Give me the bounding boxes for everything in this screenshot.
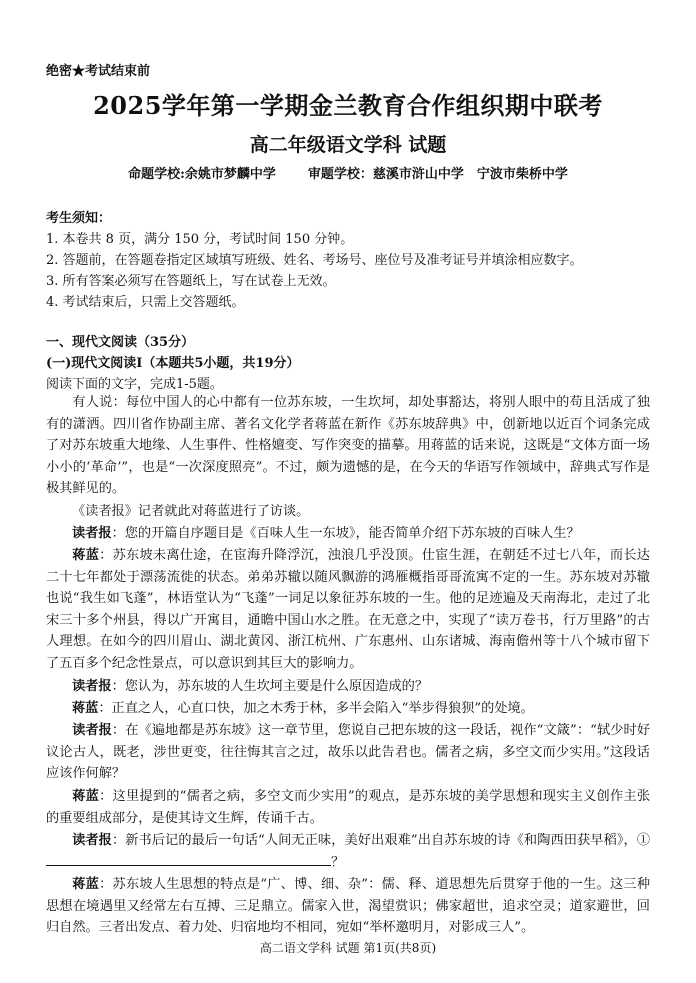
- speaker-label: 蒋蓝: [72, 548, 100, 563]
- interview-question: 读者报：您的开篇自序题目是《百味人生一东坡》，能否简单介绍下苏东坡的百味人生？: [72, 526, 580, 541]
- notice-item: 4. 考试结束后，只需上交答题纸。: [46, 295, 245, 310]
- speaker-label: 蒋蓝: [72, 789, 100, 804]
- interview-answer: 蒋蓝：苏东坡未离仕途，在宦海升降浮沉，浊浪几乎没顶。仕宦生涯，在朝廷不过七八年，而长达二十七年都处于漂荡流徙的状态。弟弟苏辙以随风飘游的鸿雁概指哥哥流寓不定的一生。苏东坡对苏辙也说“我生如飞蓬”，林语堂认为“飞蓬”一词足以象征苏东坡的一生。他的足迹遍及天南海北，走过了北宋三十多个州县，得以广开寓目，通瞻中国山水之胜。在无意之中，实现了“读万卷书，行万里路”的古人理想。在如今的四川眉山、湖北黄冈、浙江杭州、广东惠州、山东诸城、海南儋州等十八个城市留下了五百多个纪念性景点，可以意识到其巨大的影响力。: [46, 548, 650, 671]
- interview-answer: 蒋蓝：这里提到的“儒者之病，多空文而少实用”的观点，是苏东坡的美学思想和现实主义创作主张的重要组成部分，是使其诗文生辉，传诵千古。: [46, 789, 651, 826]
- school-info: [0, 163, 696, 182]
- subsection-heading: (一)现代文阅读Ⅰ（本题共5小题，共19分）: [46, 356, 300, 371]
- section-heading: 一、现代文阅读（35分）: [46, 335, 195, 350]
- speaker-label: 读者报: [72, 723, 112, 738]
- page-footer: 高二语文学科 试题 第1页(共8页): [259, 941, 437, 955]
- speaker-label: 读者报: [72, 679, 112, 694]
- reviewer-school: 审题学校：慈溪市浒山中学 宁波市柴桥中学: [307, 167, 568, 182]
- speaker-label: 读者报: [72, 833, 112, 848]
- passage-paragraph: 有人说：每位中国人的心中都有一位苏东坡，一生坎坷，却处事豁达，将别人眼中的苟且活成了独有的潇洒。四川省作协副主席、著名文化学者蒋蓝在新作《苏东坡辞典》中，创新地以近百个词条完成了对苏东坡重大地缘、人生事件、性格嬗变、写作突变的描摹。用蒋蓝的话来说，这既是“文体方面一场小小的‘革命’”，也是“一次深度照亮”。不过，颇为遗憾的是，在今天的华语写作领域中，辞典式写作是极其鲜见的。: [46, 395, 650, 497]
- interview-question: 读者报：在《遍地都是苏东坡》这一章节里，您说自己把东坡的这一段话，视作“文箴”：“轼少时好议论古人，既老，涉世更变，往往悔其言之过，故乐以此告君也。儒者之病，多空文而少实用。”这段话应该作何解？: [46, 723, 651, 782]
- interview-question: 读者报：您认为，苏东坡的人生坎坷主要是什么原因造成的？: [72, 679, 429, 694]
- speaker-label: 蒋蓝: [72, 877, 100, 892]
- interview-answer: 蒋蓝：正直之人，心直口快，加之木秀于林，多半会陷入“举步得狼狈”的处境。: [72, 701, 534, 716]
- passage-paragraph: 《读者报》记者就此对蒋蓝进行了访谈。: [72, 504, 310, 519]
- notice-heading: 考生须知：: [46, 211, 112, 226]
- notice-item: 1. 本卷共 8 页，满分 150 分，考试时间 150 分钟。: [46, 232, 354, 247]
- exam-title: 2025学年第一学期金兰教育合作组织期中联考: [93, 91, 603, 120]
- exam-subtitle: 高二年级语文学科 试题: [249, 134, 447, 156]
- proposer-school: 命题学校:余姚市梦麟中学: [128, 167, 276, 182]
- interview-question: 读者报：新书后记的最后一句话“人间无正味，美好出艰难”出自苏东坡的诗《和陶西田获早稻》，①？: [46, 830, 650, 873]
- speaker-label: 读者报: [72, 526, 112, 541]
- interview-answer: 蒋蓝：苏东坡人生思想的特点是“广、博、细、杂”：儒、释、道思想先后贯穿于他的一生。这三种思想在境遇里又经常左右互搏、三足鼎立。儒家入世，渴望赏识；佛家超世，追求空灵；道家避世，回归自然。三者出发点、着力处、归宿地均不相同，宛如“举杯邀明月，对影成三人”。: [46, 877, 651, 936]
- speaker-label: 蒋蓝: [72, 701, 99, 716]
- reading-instruction: 阅读下面的文字，完成1-5题。: [46, 377, 223, 392]
- notice-item: 2. 答题前，在答题卷指定区域填写班级、姓名、考场号、座位号及准考证号并填涂相应数字。: [46, 253, 583, 268]
- secret-mark: 绝密★考试结束前: [46, 64, 151, 79]
- answer-blank: [46, 853, 331, 866]
- notice-item: 3. 所有答案必须写在答题纸上，写在试卷上无效。: [46, 274, 336, 289]
